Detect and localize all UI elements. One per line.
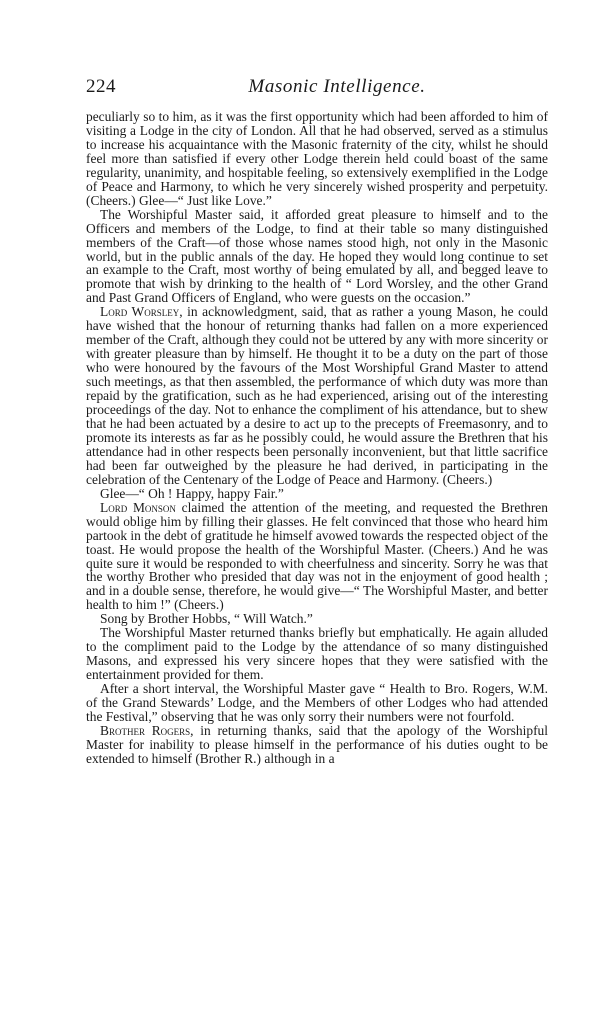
speaker-name: Brother Rogers xyxy=(100,722,191,738)
speaker-name: Lord Monson xyxy=(100,499,176,515)
paragraph-text: The Worshipful Master returned thanks briefly but emphatically. He again alluded to the compliment paid to the Lodge by the attendance of so many distinguished Masons, and expressed his very sincere hopes that they were satisfied with the entertainment provided for them. xyxy=(86,625,548,683)
paragraph-text: Glee—“ Oh ! Happy, happy Fair.” xyxy=(100,485,284,501)
paragraph xyxy=(86,487,548,501)
paragraph xyxy=(86,208,548,306)
paragraph-text: The Worshipful Master said, it afforded great pleasure to himself and to the Officers and members of the Lodge, to find at their table so many distinguished members of the Craft—of those whose names stood high, not only in the Masonic world, but in the public annals of the day. He hoped they would long continue to set an example to the Craft, most worthy of being emulated by all, and begged leave to promote that wish by drinking to the health of “ Lord Worsley, and the other Grand and Past Grand Officers of England, who were guests on the occasion.” xyxy=(86,206,548,306)
paragraph-text: , in returning thanks, said that the apology of the Worshipful Master for inability to please himself in the performance of his duties ought to be extended to himself (Brother R.) although in a xyxy=(86,722,548,766)
speaker-name: Lord Worsley xyxy=(100,304,180,320)
paragraph xyxy=(86,724,548,766)
paragraph-text: After a short interval, the Worshipful Master gave “ Health to Bro. Rogers, W.M. of the Grand Stewards’ Lodge, and the Members of other Lodges who had attended the Festival,” observing that he was only sorry their numbers were not fourfold. xyxy=(86,681,548,724)
page-number: 224 xyxy=(86,76,116,97)
paragraph xyxy=(86,626,548,682)
paragraph-text: , in acknowledgment, said, that as rather a young Mason, he could have wished that the honour of returning thanks had fallen on a more experienced member of the Craft, although they could not be uttered by any with more sincerity or with greater pleasure than by himself. He thought it to be a duty on the part of those who were honoured by the favours of the Most Worshipful Grand Master to attend such meetings, as that then assembled, the performance of which duty was more than repaid by the gratification, such as he had experienced, arising out of the interesting proceedings of the day. Not to enhance the compliment of his attendance, but to shew that he had been actuated by a desire to act up to the precepts of Freemasonry, and to promote its interests as far as he possibly could, he would assure the Brethren that his attendance had in other respects been personally inconvenient, but that little sacrifice had been far outweighed by the pleasure he had derived, in participating in the celebration of the Centenary of the Lodge of Peace and Harmony. (Cheers.) xyxy=(86,304,548,487)
running-title: Masonic Intelligence. xyxy=(248,76,426,97)
body-text xyxy=(86,110,548,766)
paragraph xyxy=(86,110,548,208)
paragraph xyxy=(86,612,548,626)
paragraph-text: Song by Brother Hobbs, “ Will Watch.” xyxy=(100,611,313,627)
page-header xyxy=(86,76,548,104)
paragraph xyxy=(86,305,548,486)
paragraph xyxy=(86,682,548,724)
paragraph-text: peculiarly so to him, as it was the first opportunity which had been afforded to him of visiting a Lodge in the city of London. All that he had observed, served as a stimulus to increase his acquaintance with the Masonic fraternity of the city, whilst he should feel more than satisfied if every other Lodge therein held could boast of the same regularity, unanimity, and hospitable feeling, so extensively exemplified in the Lodge of Peace and Harmony, to which he very sincerely wished prosperity and perpetuity. (Cheers.) Glee—“ Just like Love.” xyxy=(86,109,548,208)
paragraph xyxy=(86,501,548,613)
paragraph-text: claimed the attention of the meeting, and requested the Brethren would oblige him by filling their glasses. He felt convinced that those who heard him partook in the debt of gratitude he himself avowed towards the respected object of the toast. He would propose the health of the Worshipful Master. (Cheers.) And he was quite sure it would be responded to with cheerfulness and sincerity. Sorry he was that the worthy Brother who presided that day was not in the enjoyment of good health ; and in a double sense, therefore, he would give—“ The Worshipful Master, and better health to him !” (Cheers.) xyxy=(86,499,548,613)
